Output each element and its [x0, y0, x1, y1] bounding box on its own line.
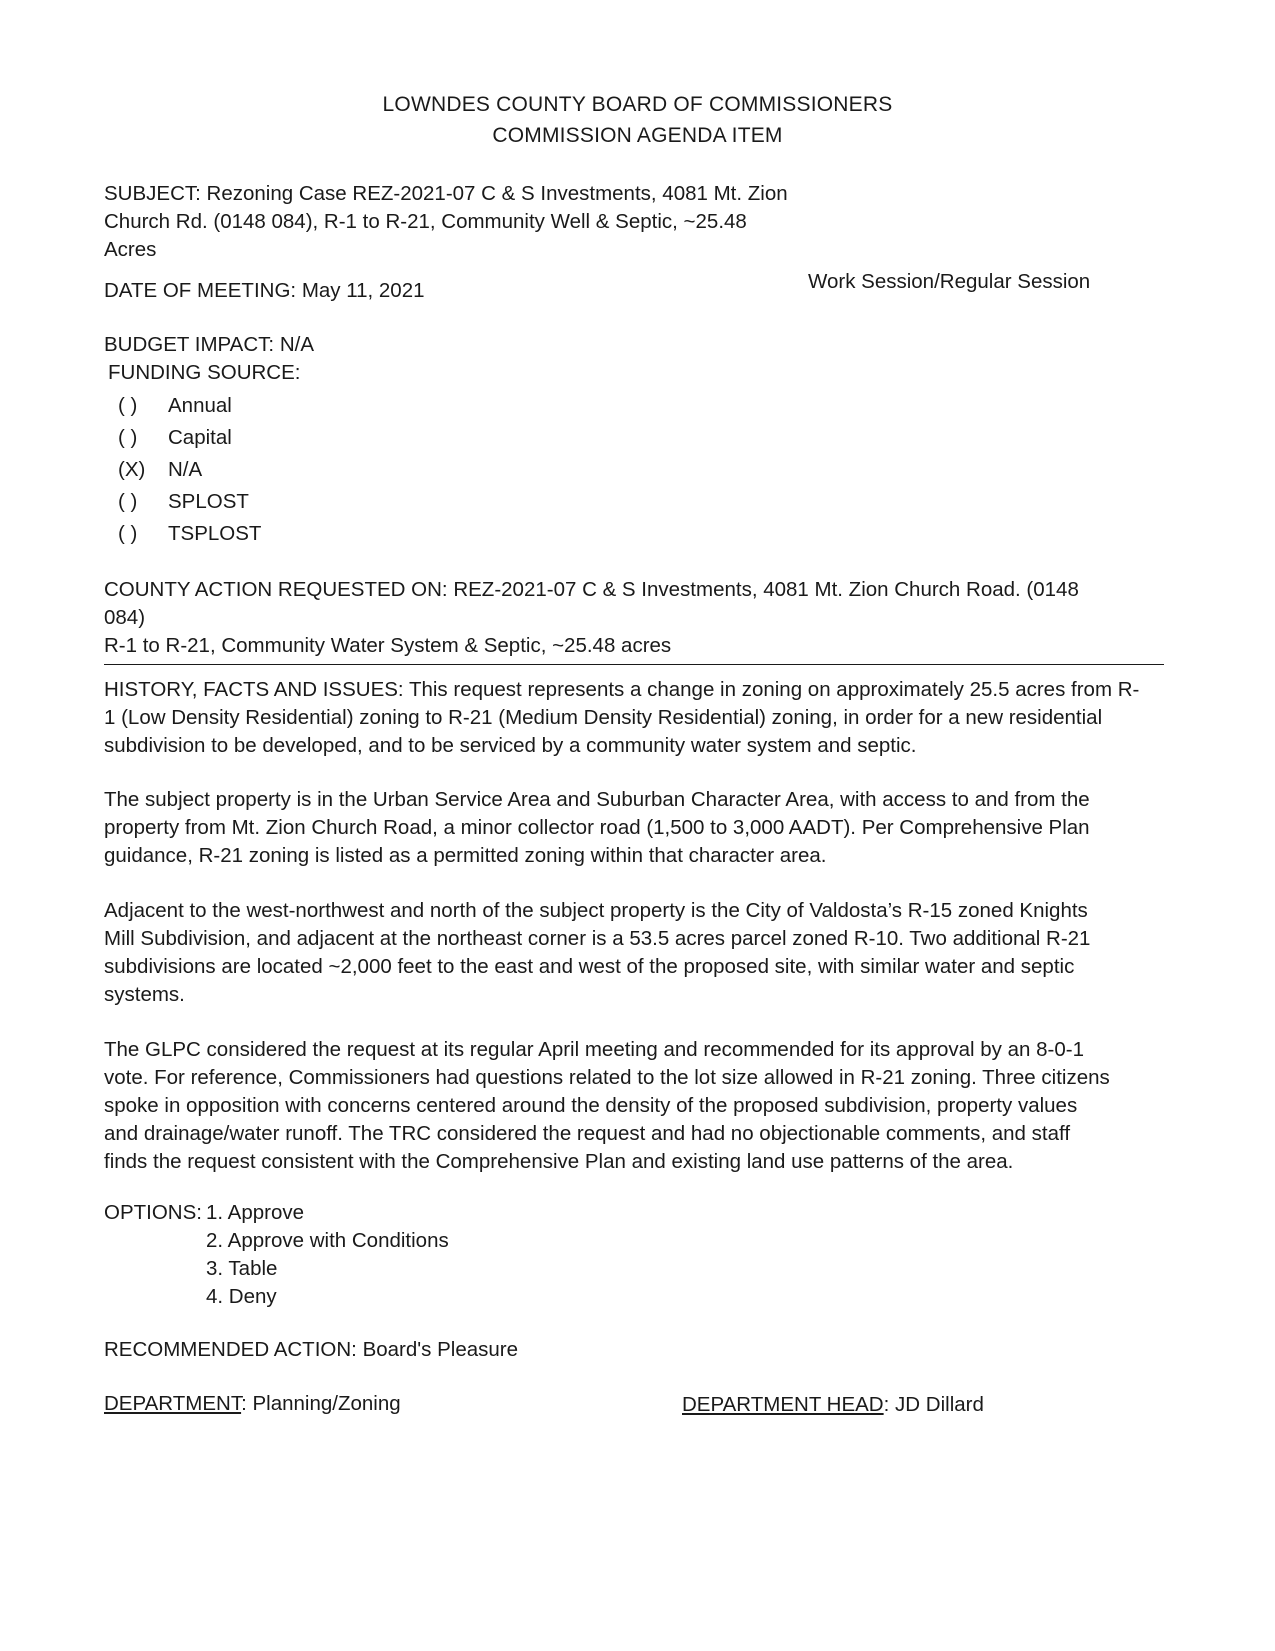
history-p4-line: The GLPC considered the request at its regular April meeting and recommended for its approval by an 8-0-1 — [104, 1038, 1084, 1061]
department-row: DEPARTMENT: Planning/Zoning — [104, 1392, 401, 1415]
history-paragraph-4 — [104, 1036, 1174, 1176]
funding-source-list — [0, 392, 600, 562]
options-label: OPTIONS: — [104, 1201, 202, 1224]
funding-item-label: SPLOST — [168, 490, 249, 513]
budget-impact-label: BUDGET IMPACT: — [104, 333, 275, 356]
history-p2-line: guidance, R-21 zoning is listed as a permitted zoning within that character area. — [104, 844, 827, 867]
subject-section — [104, 180, 1174, 264]
history-p4-line: spoke in opposition with concerns centered around the density of the proposed subdivision, property values — [104, 1094, 1078, 1117]
history-p1-line: This request represents a change in zoning on approximately 25.5 acres from R- — [408, 678, 1140, 701]
history-p3-line: systems. — [104, 983, 185, 1006]
history-paragraph-1 — [104, 676, 1174, 760]
subject-label: SUBJECT: — [104, 182, 201, 205]
board-title: LOWNDES COUNTY BOARD OF COMMISSIONERS — [382, 93, 893, 116]
subject-line-1: Rezoning Case REZ-2021-07 C & S Investments, 4081 Mt. Zion — [206, 182, 788, 205]
history-p2-line: property from Mt. Zion Church Road, a minor collector road (1,500 to 3,000 AADT). Per Comprehensive Plan — [104, 816, 1090, 839]
funding-checkbox: (X) — [118, 458, 146, 481]
meeting-date: May 11, 2021 — [301, 279, 425, 302]
session-type: Work Session/Regular Session — [808, 270, 1091, 293]
funding-checkbox: ( ) — [118, 522, 138, 545]
county-action-line-2: 084) — [104, 606, 146, 629]
department-value: Planning/Zoning — [252, 1392, 401, 1415]
budget-impact-value: N/A — [279, 333, 314, 356]
option-approve: 1. Approve — [206, 1201, 305, 1224]
history-p4-line: finds the request consistent with the Comprehensive Plan and existing land use patterns of the area. — [104, 1150, 1014, 1173]
history-p1-line: subdivision to be developed, and to be serviced by a community water system and septic. — [104, 734, 917, 757]
option-approve-with-conditions: 2. Approve with Conditions — [206, 1229, 449, 1252]
option-table: 3. Table — [206, 1257, 278, 1280]
funding-item-label: Capital — [168, 426, 232, 449]
history-p4-line: and drainage/water runoff. The TRC considered the request and had no objectionable comments, and staff — [104, 1122, 1071, 1145]
department-label: DEPARTMENT — [104, 1392, 242, 1415]
funding-checkbox: ( ) — [118, 394, 138, 417]
subject-line-2: Church Rd. (0148 084), R-1 to R-21, Community Well & Septic, ~25.48 — [104, 210, 747, 233]
county-action-line-1: REZ-2021-07 C & S Investments, 4081 Mt. Zion Church Road. (0148 — [453, 578, 1079, 601]
agenda-item-title: COMMISSION AGENDA ITEM — [492, 124, 783, 147]
history-paragraph-3 — [104, 897, 1174, 1009]
history-p3-line: subdivisions are located ~2,000 feet to the east and west of the proposed site, with similar water and septic — [104, 955, 1075, 978]
county-action-label: COUNTY ACTION REQUESTED ON: — [104, 578, 448, 601]
history-p3-line: Adjacent to the west-northwest and north of the subject property is the City of Valdosta’s R-15 zoned Knights — [104, 899, 1088, 922]
subject-line-3: Acres — [104, 238, 157, 261]
history-p2-line: The subject property is in the Urban Service Area and Suburban Character Area, with access to and from the — [104, 788, 1090, 811]
option-deny: 4. Deny — [206, 1285, 277, 1308]
meeting-date-label: DATE OF MEETING: — [104, 279, 297, 302]
department-head-label: DEPARTMENT HEAD — [682, 1393, 884, 1416]
county-action-line-3: R-1 to R-21, Community Water System & Septic, ~25.48 acres — [104, 634, 672, 657]
recommended-action-value: Board's Pleasure — [362, 1338, 519, 1361]
history-p1-line: 1 (Low Density Residential) zoning to R-21 (Medium Density Residential) zoning, in order for a new residential — [104, 706, 1103, 729]
recommended-action-label: RECOMMENDED ACTION: — [104, 1338, 357, 1361]
funding-item-label: N/A — [168, 458, 203, 481]
funding-item-label: TSPLOST — [168, 522, 262, 545]
history-p3-line: Mill Subdivision, and adjacent at the northeast corner is a 53.5 acres parcel zoned R-10. Two additional R-21 — [104, 927, 1091, 950]
history-p4-line: vote. For reference, Commissioners had questions related to the lot size allowed in R-21 zoning. Three citizens — [104, 1066, 1110, 1089]
department-head-row: DEPARTMENT HEAD: JD Dillard — [682, 1393, 984, 1416]
budget-impact-row — [104, 331, 314, 359]
funding-item-label: Annual — [168, 394, 232, 417]
county-action-section — [104, 576, 1174, 660]
meeting-date-row — [104, 277, 425, 305]
recommended-action-row — [104, 1336, 518, 1364]
history-label: HISTORY, FACTS AND ISSUES: — [104, 678, 404, 701]
department-head-value: JD Dillard — [895, 1393, 984, 1416]
funding-source-label: FUNDING SOURCE: — [108, 361, 301, 384]
funding-checkbox: ( ) — [118, 490, 138, 513]
history-paragraph-2 — [104, 786, 1174, 870]
funding-checkbox: ( ) — [118, 426, 138, 449]
section-divider — [104, 664, 1164, 665]
